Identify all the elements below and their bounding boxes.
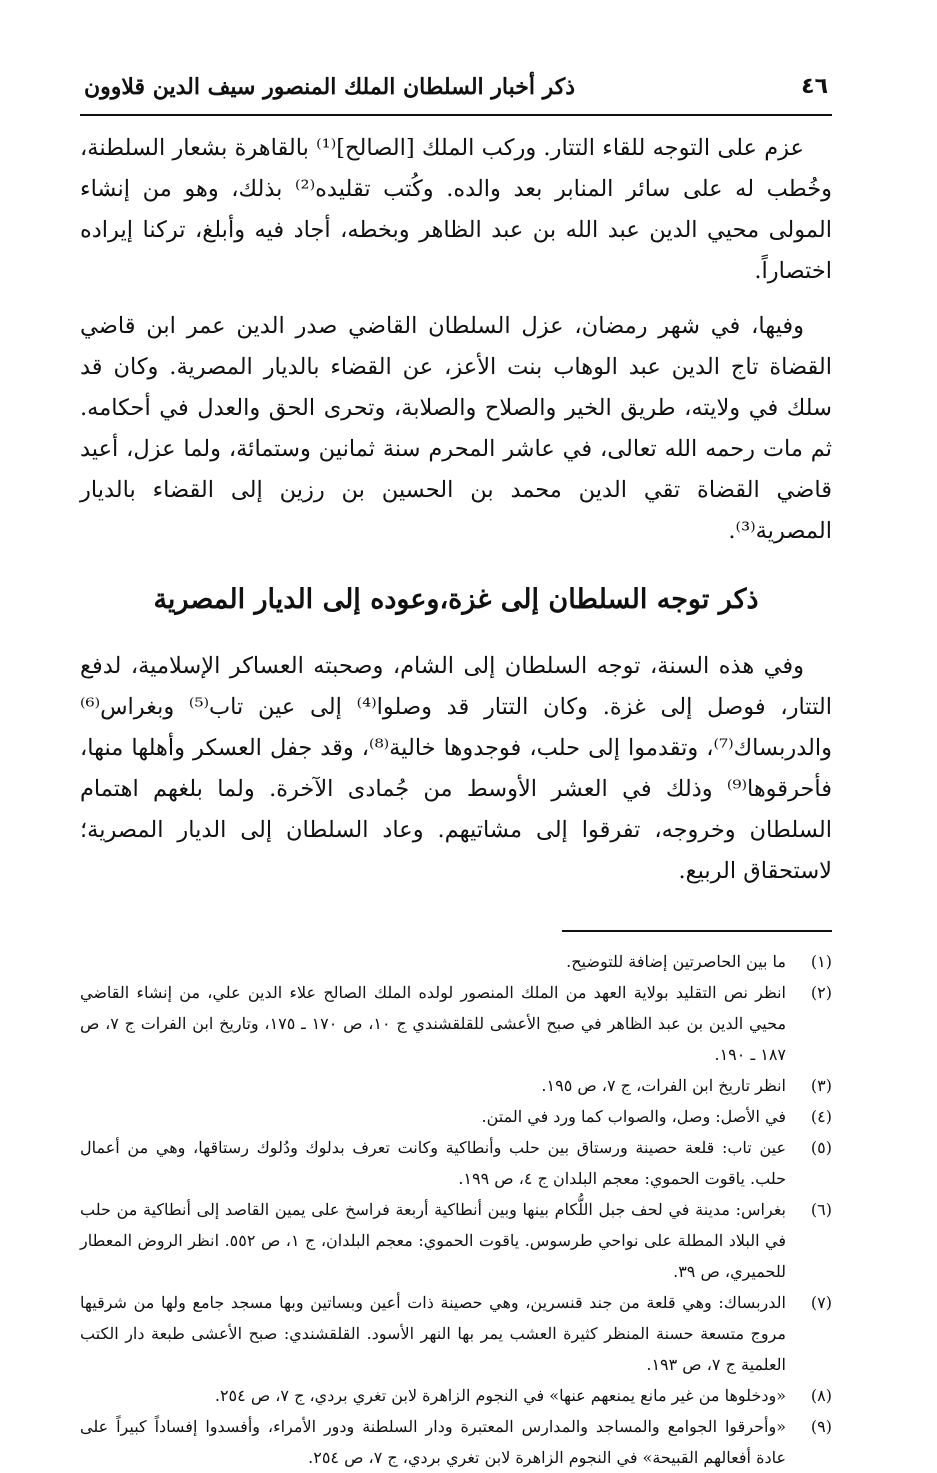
footnote-text: انظر تاريخ ابن الفرات، ج ٧، ص ١٩٥.	[541, 1076, 786, 1095]
footnote-text: بغراس: مدينة في لحف جبل اللُّكام بينها وبين أنطاكية أربعة فراسخ على يمين القاصد إلى أنطاكية من حلب في البلاد المطلة على نواحي طرسوس. ياقوت الحموي: معجم البلدان، ج ١، ص ٥٥٢. انظر الروض المعطار للحميري، ص ٣٩.	[80, 1200, 787, 1281]
footnote-number: (٨)	[810, 1386, 832, 1405]
footnote-divider	[562, 930, 832, 932]
footnote-number: (٢)	[810, 983, 832, 1002]
footnote-text: «وأحرقوا الجوامع والمساجد والمدارس المعتبرة ودار السلطنة ودور الأمراء، وأفسدوا إفساداً كبيراً على عادة أفعالهم القبيحة» في النجوم الزاهرة لابن تغري بردي، ج ٧، ص ٢٥٤.	[80, 1417, 786, 1467]
footnote	[80, 1101, 832, 1132]
footnote-number: (٧)	[810, 1293, 832, 1312]
footnotes-list	[80, 946, 832, 1473]
footnote	[80, 1287, 832, 1380]
footnote-number: (٣)	[810, 1076, 832, 1095]
page-number: ٤٦	[801, 74, 828, 99]
footnote-number: (٥)	[810, 1138, 832, 1157]
book-page	[80, 58, 832, 1467]
footnote-text: «ودخلوها من غير مانع يمنعهم عنها» في النجوم الزاهرة لابن تغري بردي، ج ٧، ص ٢٥٤.	[214, 1386, 786, 1405]
paragraph: وفيها، في شهر رمضان، عزل السلطان القاضي صدر الدين عمر ابن قاضي القضاة تاج الدين عبد الوهاب بنت الأعز، عن القضاء بالديار المصرية. وكان قد سلك في ولايته، طريق الخير والصلاح والصلابة، وتحرى الحق والعدل في أحكامه. ثم مات رحمه الله تعالى، في عاشر المحرم سنة ثمانين وستمائة، ولما عزل، أعيد قاضي القضاة تقي الدين محمد بن الحسين بن رزين إلى القضاء بالديار المصرية⁽³⁾.	[80, 313, 832, 544]
footnote	[80, 1132, 832, 1194]
paragraph: وفي هذه السنة، توجه السلطان إلى الشام، وصحبته العساكر الإسلامية، لدفع التتار، فوصل إلى غزة. وكان التتار قد وصلوا⁽⁴⁾ إلى عين تاب⁽⁵⁾ وبغراس⁽⁶⁾ والدربساك⁽⁷⁾، وتقدموا إلى حلب، فوجدوها خالية⁽⁸⁾، وقد جفل العسكر وأهلها منها، فأحرقوها⁽⁹⁾ وذلك في العشر الأوسط من جُمادى الآخرة. ولما بلغهم اهتمام السلطان وخروجه، تفرقوا إلى مشاتيهم. وعاد السلطان إلى الديار المصرية؛ لاستحقاق الربيع.	[80, 653, 832, 884]
footnote-text: انظر نص التقليد بولاية العهد من الملك المنصور لولده الملك الصالح علاء الدين علي، من إنشاء القاضي محيي الدين بن عبد الظاهر في صبح الأعشى للقلقشندي ج ١٠، ص ١٧٠ ـ ١٧٥، وتاريخ ابن الفرات ج ٧، ص ١٨٧ ـ ١٩٠.	[80, 983, 787, 1064]
paragraph: عزم على التوجه للقاء التتار. وركب الملك [الصالح]⁽¹⁾ بالقاهرة بشعار السلطنة، وخُطب له على سائر المنابر بعد والده. وكُتب تقليده⁽²⁾ بذلك، وهو من إنشاء المولى محيي الدين عبد الله بن عبد الظاهر وبخطه، أجاد فيه وأبلغ، تركنا إيراده اختصاراً.	[80, 135, 832, 284]
footnote	[80, 1380, 832, 1411]
footnote-text: الدربساك: وهي قلعة من جند قنسرين، وهي حصينة ذات أعين وبساتين وبها مسجد جامع ولها من شرقيها مروج متسعة حسنة المنظر كثيرة العشب يمر بها النهر الأسود. القلقشندي: صبح الأعشى طبعة دار الكتب العلمية ج ٧، ص ١٩٣.	[80, 1293, 787, 1374]
footnote	[80, 1411, 832, 1473]
footnote-number: (٤)	[810, 1107, 832, 1126]
footnote-number: (١)	[810, 952, 832, 971]
footnote	[80, 977, 832, 1070]
section-text	[80, 646, 832, 892]
section-title: ذكر توجه السلطان إلى غزة،وعوده إلى الديار المصرية	[153, 584, 759, 615]
footnote-number: (٩)	[810, 1417, 832, 1436]
footnote	[80, 1194, 832, 1287]
running-header	[80, 58, 832, 116]
footnote-text: عين تاب: قلعة حصينة ورستاق بين حلب وأنطاكية وكانت تعرف بدلوك ودُلوك رستاقها، وهي من أعمال حلب. ياقوت الحموي: معجم البلدان ج ٤، ص ١٩٩.	[80, 1138, 786, 1188]
footnote-text: في الأصل: وصل، والصواب كما ورد في المتن.	[481, 1107, 786, 1126]
footnote	[80, 1070, 832, 1101]
footnote-number: (٦)	[810, 1200, 832, 1219]
footnote-text: ما بين الحاصرتين إضافة للتوضيح.	[566, 952, 786, 971]
main-text	[80, 128, 832, 552]
footnote	[80, 946, 832, 977]
running-title: ذكر أخبار السلطان الملك المنصور سيف الدين قلاوون	[84, 74, 576, 100]
